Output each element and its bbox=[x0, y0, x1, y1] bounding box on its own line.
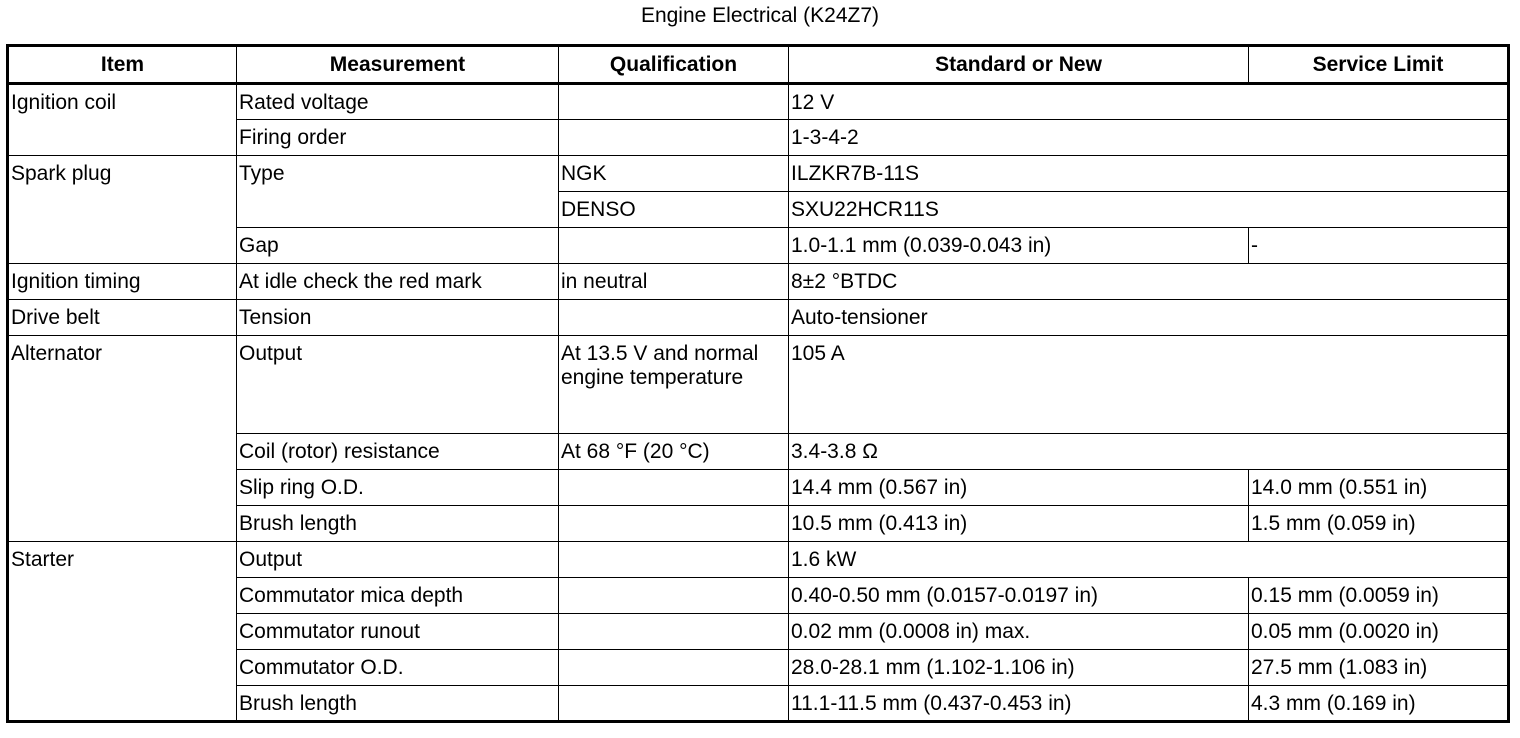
standard-cell: 1-3-4-2 bbox=[789, 120, 1509, 156]
service-limit-cell: - bbox=[1249, 228, 1509, 264]
header-qualification: Qualification bbox=[559, 46, 789, 84]
item-cell: Drive belt bbox=[8, 300, 237, 336]
standard-cell: ILZKR7B-11S bbox=[789, 156, 1509, 192]
measurement-cell: Tension bbox=[237, 300, 559, 336]
measurement-cell: Brush length bbox=[237, 506, 559, 542]
standard-cell: 3.4-3.8 Ω bbox=[789, 434, 1509, 470]
table-row bbox=[8, 542, 1509, 578]
service-limit-cell: 27.5 mm (1.083 in) bbox=[1249, 650, 1509, 686]
header-row bbox=[8, 46, 1509, 84]
standard-cell: 10.5 mm (0.413 in) bbox=[789, 506, 1249, 542]
measurement-cell: Commutator O.D. bbox=[237, 650, 559, 686]
page-title: Engine Electrical (K24Z7) bbox=[640, 4, 880, 27]
table-row bbox=[8, 336, 1509, 434]
qualification-cell bbox=[559, 470, 789, 506]
qualification-cell bbox=[559, 650, 789, 686]
standard-cell: SXU22HCR11S bbox=[789, 192, 1509, 228]
qualification-cell bbox=[559, 686, 789, 722]
qualification-cell bbox=[559, 506, 789, 542]
standard-cell: 12 V bbox=[789, 84, 1509, 120]
item-cell: Alternator bbox=[8, 336, 237, 542]
table-row bbox=[8, 264, 1509, 300]
item-cell: Ignition coil bbox=[8, 84, 237, 156]
qualification-cell bbox=[559, 120, 789, 156]
qualification-cell bbox=[559, 84, 789, 120]
standard-cell: 14.4 mm (0.567 in) bbox=[789, 470, 1249, 506]
measurement-cell: Commutator mica depth bbox=[237, 578, 559, 614]
table-row bbox=[8, 156, 1509, 192]
qualification-cell bbox=[559, 300, 789, 336]
measurement-cell: Type bbox=[237, 156, 559, 228]
qualification-cell: At 13.5 V and normal engine temperature bbox=[559, 336, 789, 434]
item-cell: Spark plug bbox=[8, 156, 237, 264]
qualification-cell: in neutral bbox=[559, 264, 789, 300]
measurement-cell: Coil (rotor) resistance bbox=[237, 434, 559, 470]
standard-cell: 11.1-11.5 mm (0.437-0.453 in) bbox=[789, 686, 1249, 722]
item-cell: Starter bbox=[8, 542, 237, 722]
standard-cell: 1.6 kW bbox=[789, 542, 1509, 578]
service-limit-cell: 14.0 mm (0.551 in) bbox=[1249, 470, 1509, 506]
measurement-cell: Gap bbox=[237, 228, 559, 264]
item-cell: Ignition timing bbox=[8, 264, 237, 300]
header-standard: Standard or New bbox=[789, 46, 1249, 84]
service-limit-cell: 0.15 mm (0.0059 in) bbox=[1249, 578, 1509, 614]
header-item: Item bbox=[8, 46, 237, 84]
qualification-cell bbox=[559, 614, 789, 650]
measurement-cell: Output bbox=[237, 336, 559, 434]
table-row bbox=[8, 84, 1509, 120]
standard-cell: 0.40-0.50 mm (0.0157-0.0197 in) bbox=[789, 578, 1249, 614]
measurement-cell: Commutator runout bbox=[237, 614, 559, 650]
measurement-cell: Rated voltage bbox=[237, 84, 559, 120]
standard-cell: 1.0-1.1 mm (0.039-0.043 in) bbox=[789, 228, 1249, 264]
qualification-cell: DENSO bbox=[559, 192, 789, 228]
standard-cell: 28.0-28.1 mm (1.102-1.106 in) bbox=[789, 650, 1249, 686]
measurement-cell: At idle check the red mark bbox=[237, 264, 559, 300]
qualification-cell: NGK bbox=[559, 156, 789, 192]
service-limit-cell: 1.5 mm (0.059 in) bbox=[1249, 506, 1509, 542]
spec-table bbox=[6, 44, 1510, 723]
measurement-cell: Slip ring O.D. bbox=[237, 470, 559, 506]
table-row bbox=[8, 300, 1509, 336]
standard-cell: 0.02 mm (0.0008 in) max. bbox=[789, 614, 1249, 650]
measurement-cell: Brush length bbox=[237, 686, 559, 722]
qualification-cell bbox=[559, 542, 789, 578]
qualification-cell: At 68 °F (20 °C) bbox=[559, 434, 789, 470]
measurement-cell: Output bbox=[237, 542, 559, 578]
service-limit-cell: 0.05 mm (0.0020 in) bbox=[1249, 614, 1509, 650]
standard-cell: Auto-tensioner bbox=[789, 300, 1509, 336]
qualification-cell bbox=[559, 228, 789, 264]
header-service-limit: Service Limit bbox=[1249, 46, 1509, 84]
qualification-cell bbox=[559, 578, 789, 614]
standard-cell: 105 A bbox=[789, 336, 1509, 434]
measurement-cell: Firing order bbox=[237, 120, 559, 156]
header-measurement: Measurement bbox=[237, 46, 559, 84]
standard-cell: 8±2 °BTDC bbox=[789, 264, 1509, 300]
service-limit-cell: 4.3 mm (0.169 in) bbox=[1249, 686, 1509, 722]
